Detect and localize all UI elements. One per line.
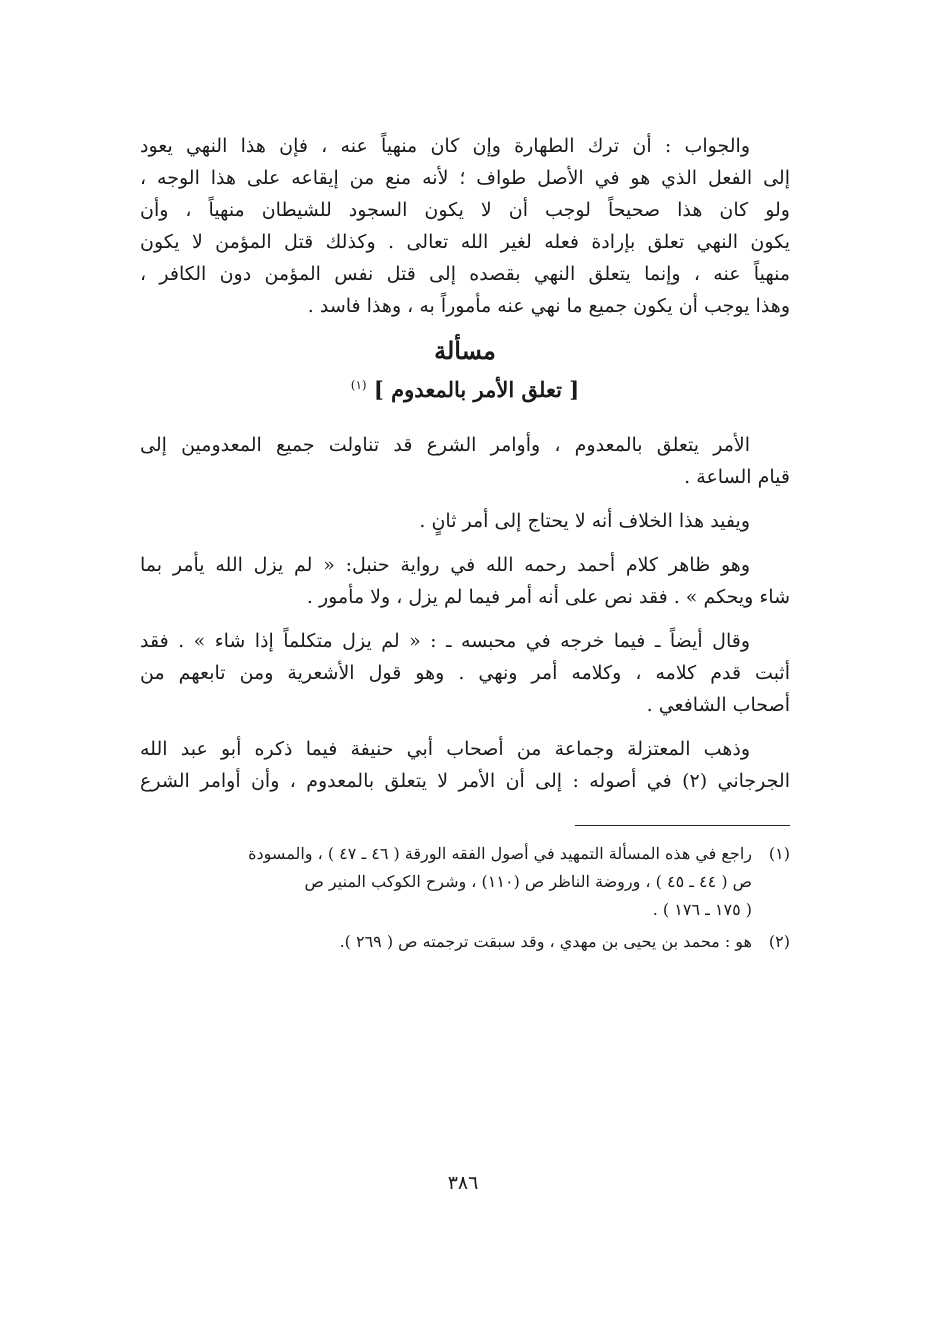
text-line: وهذا يوجب أن يكون جميع ما نهي عنه مأموراً به ، وهذا فاسد . [307,295,790,317]
intro-paragraph [140,130,790,322]
paragraph-3 [140,549,790,613]
footnote-text: راجع في هذه المسألة التمهيد في أصول الفقه الورقة ( ٤٦ ـ ٤٧ ) ، والمسودة [248,844,752,863]
footnote-line [140,928,790,956]
footnote-number: (٢) [768,932,790,951]
footnote-1 [140,840,790,924]
paragraph-4 [140,625,790,721]
footnote-text: ص ( ٤٤ ـ ٤٥ ) ، وروضة الناظر ص (١١٠) ، وشرح الكوكب المنير ص [304,872,752,891]
text-line: منهياً عنه ، وإنما يتعلق النهي بقصده إلى قتل نفس المؤمن دون الكافر ، [140,263,790,285]
paragraph-5 [140,733,790,797]
footnote-text: هو : محمد بن يحيى بن مهدي ، وقد سبقت ترجمته ص ( ٢٦٩ ). [339,932,752,951]
page-body [140,130,790,956]
footnote-divider [575,825,790,826]
text-line: ولو كان هذا صحيحاً لوجب أن لا يكون السجود للشيطان منهياً ، وأن [140,199,790,221]
paragraph-1 [140,429,790,493]
paragraph-2 [140,505,790,537]
section-subtitle [140,368,790,407]
text-line: شاء ويحكم » . فقد نص على أنه أمر فيما لم يزل ، ولا مأمور . [306,586,790,608]
text-line: وقال أيضاً ـ فيما خرجه في محبسه ـ : « لم يزل متكلماً إذا شاء » . فقد [140,630,750,652]
footnote-2 [140,928,790,956]
subtitle-text: [ تعلق الأمر بالمعدوم ] [373,377,580,402]
footnote-number: (١) [768,844,790,863]
text-line: وهو ظاهر كلام أحمد رحمه الله في رواية حنبل: « لم يزل الله يأمر بما [140,554,750,576]
text-line: إلى الفعل الذي هو في الأصل طواف ؛ لأنه منع من إيقاعه على هذا الوجه ، [140,167,790,189]
page-number: ٣٨٦ [447,1172,479,1194]
text-line: الأمر يتعلق بالمعدوم ، وأوامر الشرع قد تناولت جميع المعدومين إلى [140,434,750,456]
section-title: مسألة [434,336,496,365]
text-line: يكون النهي تعلق بإرادة فعله لغير الله تعالى . وكذلك قتل المؤمن لا يكون [140,231,790,253]
footnote-ref: (١) [350,378,367,392]
text-line: الجرجاني (٢) في أصوله : إلى أن الأمر لا يتعلق بالمعدوم ، وأن أوامر الشرع [140,770,790,792]
text-line: قيام الساعة . [684,466,790,488]
text-line: أثبت قدم كلامه ، وكلامه أمر ونهي . وهو قول الأشعرية ومن تابعهم من [140,662,790,684]
text-line: ويفيد هذا الخلاف أنه لا يحتاج إلى أمر ثانٍ . [419,510,750,532]
text-line: والجواب : أن ترك الطهارة وإن كان منهياً عنه ، فإن هذا النهي يعود [140,135,750,157]
footnote-text: ( ١٧٥ ـ ١٧٦ ) . [652,900,752,919]
footnote-line [140,840,790,868]
text-line: أصحاب الشافعي . [646,694,790,716]
text-line: وذهب المعتزلة وجماعة من أصحاب أبي حنيفة فيما ذكره أبو عبد الله [140,738,750,760]
